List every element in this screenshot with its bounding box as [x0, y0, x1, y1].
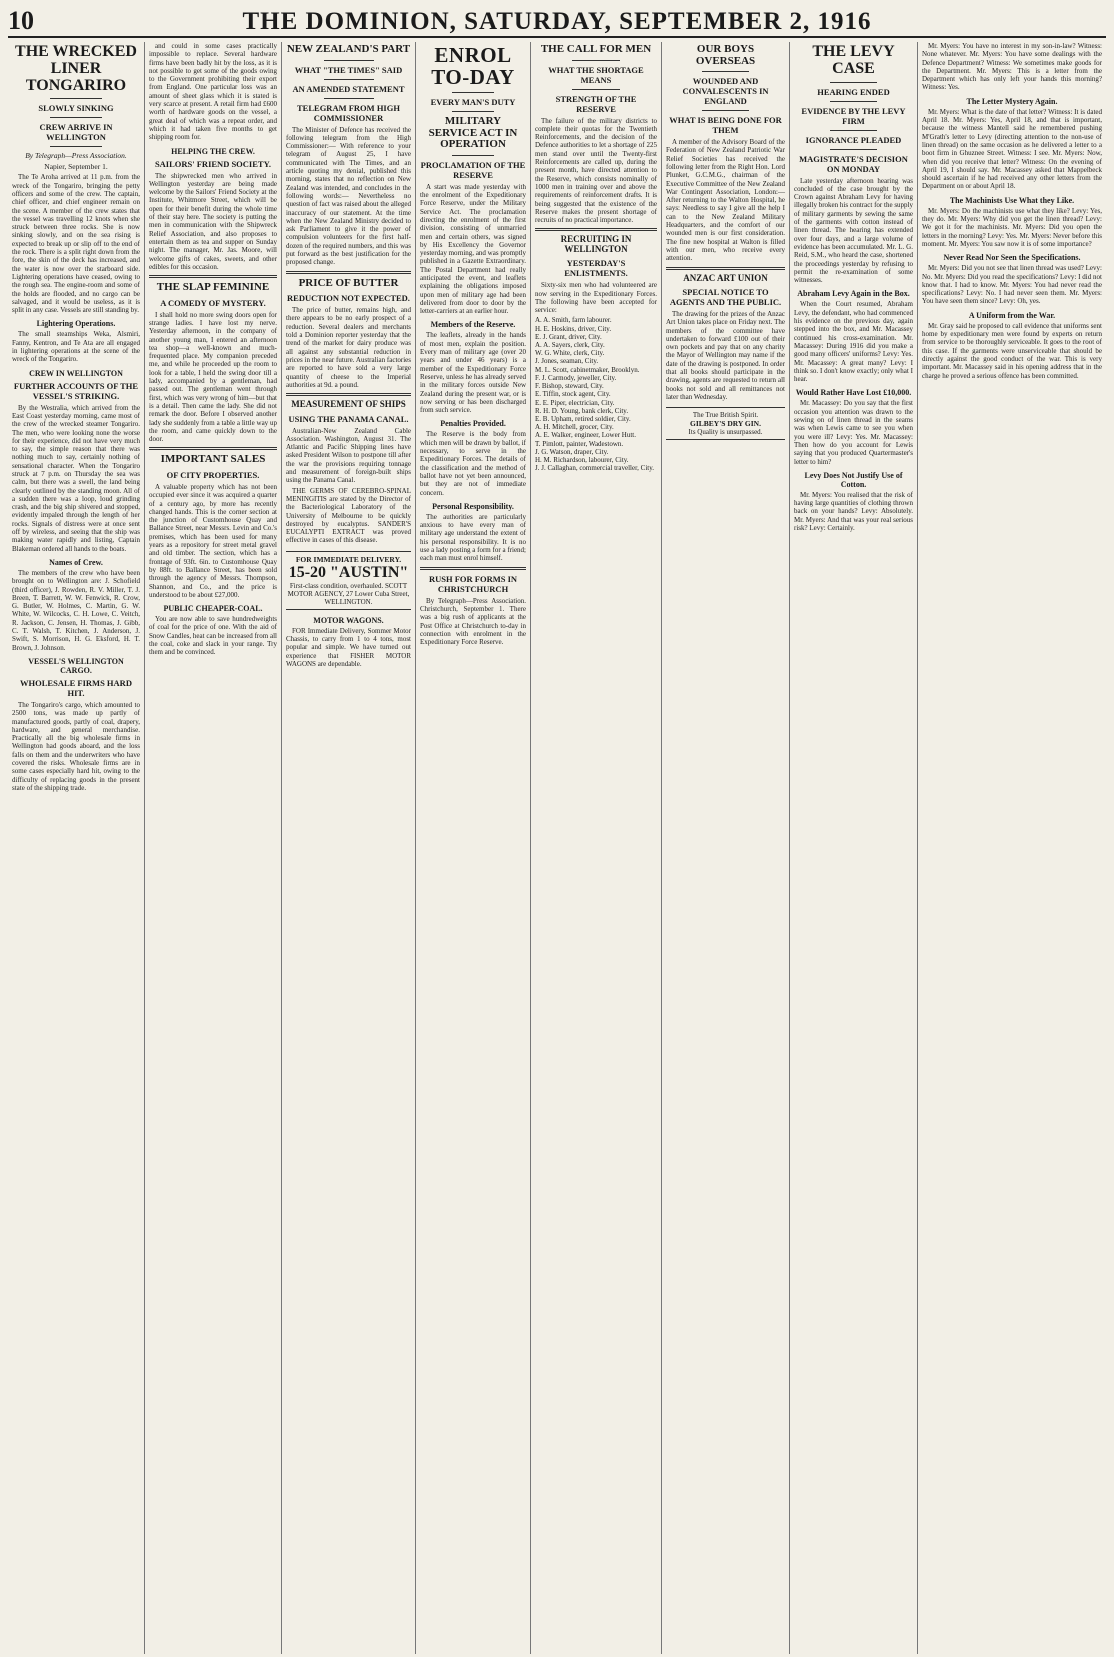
newspaper-title: THE DOMINION, SATURDAY, SEPTEMBER 2, 1916: [242, 8, 872, 35]
headline-our-boys-overseas: OUR BOYS OVERSEAS: [695, 43, 756, 67]
interheading: Never Read Nor Seen the Specifications.: [943, 253, 1081, 263]
article-body: The drawing for the prizes of the Anzac Art Union takes place on Friday next. The members of the committee have undertaken to forward £100 out of their own pockets and pay that on any charity the Mayor of Wellington may name if the date of the drawing is postponed. In order that all books should participate in the drawing, agents are requested to return all books not sold and all remittances not later than Wednesday.: [666, 309, 785, 401]
column-6: [662, 42, 790, 1654]
subheading: IGNORANCE PLEADED: [805, 134, 902, 145]
article-body: and could in some cases practically impossible to replace. Several hardware firms have been badly hit by the loss, as it is not possible to get some of the goods owing to the Government prohibiting their export from England. One particular loss was an amount of sheet glass which it is stated is very scarce at present. A retail firm had £600 worth of hardware goods on the vessel, a great deal of which was a repeat order, and which it had taken five months to get shipping room for.: [149, 42, 277, 142]
subheading: YESTERDAY'S ENLISTMENTS.: [564, 258, 628, 279]
list-item: E. B. Upham, retired soldier, City.: [535, 414, 631, 423]
article-body: Late yesterday afternoon hearing was concluded of the case brought by the Crown against Abraham Levy for having illegally broken his contract for the supply of military garments by sewing the same of the garments with cotton instead of linen thread. The hearing has extended over four days, and a large volume of evidence has been accumulated. Mr. L. G. Reid, S.M., who heard the case, shortened the proceedings yesterday by refusing to permit the re-examination of some witnesses.: [794, 176, 913, 285]
article-body: The members of the crew who have been brought on to Wellington are: J. Schofield (third officer), J. Rowden, R. V. Miller, T. J. Breen, T. Barrett, W. W. Fenwick, R. Crow, G. Butler, W. Holmes, C. Martin, G. W. White, W. Wilcocks, C. H. Lowe, C. Veitch, R. Jackson, C. Jensen, H. Thomas, J. Gibb, C. T. Walsh, T. Kitchen, J. Anderson, J. Swift, S. Morrison, H. G. Eksford, H. T. Brown, J. Johnson.: [12, 568, 140, 652]
interheading: VESSEL'S WELLINGTON CARGO.: [28, 656, 124, 675]
list-item: J. G. Watson, draper, City.: [535, 447, 609, 456]
article-body: The small steamships Weka, Alsmiri, Fanny, Kentron, and Te Ata are all engaged in lightering operations at the scene of the wreck of the Tongariro.: [12, 330, 140, 364]
interheading: Names of Crew.: [49, 557, 103, 567]
interheading: PUBLIC CHEAPER-COAL.: [163, 604, 263, 614]
subheading: HEARING ENDED: [817, 86, 890, 97]
article-body: A start was made yesterday with the enrolment of the Expeditionary Force Reserve, under the Military Service Act. The proclamation directing the enrolment of the first division, consisting of unmarried men and certain others, was signed by His Excellency the Governor yesterday morning, and was promptly published in a Gazette Extraordinary. The Postal Department had really anticipated the event, and leaflets explaining the obligations imposed upon men of military age had been delivered from door to door by the letter-carriers at an earlier hour.: [420, 182, 526, 316]
subheading: WOUNDED AND CONVALESCENTS IN ENGLAND: [682, 76, 769, 107]
headline-call-for-men: THE CALL FOR MEN: [540, 43, 652, 55]
masthead: [8, 6, 1106, 38]
byline: By Telegraph—Press Association.: [25, 151, 127, 161]
article-body: Mr. Myers: Did you not see that linen thread was used? Levy: No. Mr. Myers: Did you read the specifications? Levy: I did not know that. I had to know. Mr. Myers: You had never read the specifications? Levy: No. I had never seen them. Mr. Myers: You have seen them since? Levy: Oh, yes.: [922, 264, 1102, 306]
subheading: EVERY MAN'S DUTY: [430, 97, 516, 108]
article-body: By the Westralia, which arrived from the East Coast yesterday morning, came most of the crew of the wrecked steamer Tongariro. The men, who were looking none the worse for their experience, did not have very much to say, the simple reason that there was nothing much to say, certainly nothing of sensational character. When the Tongariro struck at 7 p.m. on Thursday the sea was calm, but there was a swell, the land being clearly outlined by the standing moon. All of a sudden there was a loop, loud grinding crash, and the big ship shivered and stopped, evidently impaled through the length of her rocks. Signals of distress were at once sent off by wireless, and seeing that the ship was making water rapidly and listing, Captain Blakeman ordered all hands to the boats.: [12, 403, 140, 553]
column-7: [790, 42, 918, 1654]
article-body: The Te Aroha arrived at 11 p.m. from the wreck of the Tongariro, bringing the petty officers and some of the crew. The captain, chief officer, and chief engineer remain on the scene. A member of the crew states that the vessel was travelling 12 knots when she struck between three rocks. She is now sinking slowly, and on the sea rising is expected to break up or slip off to the end of the rock. There is a split right down from the fore, the skin of the deck has increased, and the water is now over the starboard side. Lightering operations have ceased, owing to the rough sea. The engine-room and some of the holds are flooded, and no cargo can be salvaged, and it would be useless, as it is split in any case. Vessels are still standing by.: [12, 173, 140, 315]
interheading: Penalties Provided.: [440, 419, 506, 429]
list-item: E. E. Piper, electrician, City.: [535, 398, 615, 407]
article-body: When the Court resumed, Abraham Levy, the defendant, who had commenced his evidence on the previous day, again stepped into the box, and Mr. Macassey continued his cross-examination. Mr. Macassey: During 1916 did you make a good many officers' uniforms? Levy: Yes. Mr. Macassey: A great many? Levy: I think so. I don't know exactly; only what I hear.: [794, 300, 913, 384]
subheading: WHAT "THE TIMES" SAID: [294, 64, 403, 75]
article-body: Mr. Myers: You realised that the risk of having large quantities of clothing thrown back on your hands? Levy: Absolutely. Mr. Myers: And that was your real serious risk? Levy: Certainly.: [794, 490, 913, 532]
article-body: A member of the Advisory Board of the Federation of New Zealand Patriotic War Relief Societies has received the following letter from the Right Hon. Lord Plunket, G.C.M.G., chairman of the Executive Committee of the New Zealand War Contingent Association, London:— After returning to the Walton Hospital, he says: Needless to say I give all the help I can to the New Zealand Military Headquarters, and the comfort of our wounded men is our first consideration. The fine new hospital at Walton is filled with our men, who receive every attention.: [666, 138, 785, 263]
article-body: The Reserve is the body from which men will be drawn by ballot, if necessary, to serve in the Expeditionary Forces. The details of the classification and the method of ballot have not yet been announced, but they are not of immediate concern.: [420, 430, 526, 497]
headline-price-of-butter: PRICE OF BUTTER: [298, 276, 399, 289]
subheading-crew-arrive: CREW ARRIVE IN WELLINGTON: [39, 122, 113, 143]
interheading: Abraham Levy Again in the Box.: [797, 289, 910, 299]
ad-line: GILBEY'S DRY GIN.: [690, 419, 761, 429]
article-body: The leaflets, already in the hands of most men, explain the position. Every man of military age (over 20 years and under 46 years) is a member of the Expeditionary Force Reserve, unless he has already served in the military forces outside New Zealand during the present war, or is now serving or has been discharged from such service.: [420, 331, 526, 415]
interheading: CREW IN WELLINGTON: [29, 368, 123, 378]
article-body: Mr. Macassey: Do you say that the first occasion you attention was drawn to the sewing on of linen thread in the seams was when Lewis came to see you when you were ill? Levy: Yes. Mr. Macassey: Then how do you account for Lewis saying that you produced Quartermaster's letter to him?: [794, 399, 913, 466]
article-body: A valuable property which has not been occupied ever since it was acquired a quarter of a century ago, by more has recently changed hands. This is the corner section at the junction of Customhouse Quay and Ballance Street, near Messrs. Levin and Co.'s premises, which has been used for many years as a repository for street metal gravel and old timber. The section, which has a frontage of 93ft. 6in. to Customhouse Quay by 88ft. to Ballance Street, has been sold through the agency of Messrs. Thompson, Shannon, and Co., and the price is understood to be about £27,000.: [149, 482, 277, 599]
subheading: OF CITY PROPERTIES.: [166, 469, 260, 480]
advertisement-text: THE GERMS OF CEREBRO-SPINAL MENINGITIS are stated by the Director of the Bacteriological Laboratory of the University of Melbourne to be quickly destroyed by eucalyptus. SANDER'S EUCALYPTI EXTRACT was proved effective in cases of this disease.: [286, 486, 411, 545]
column-2: [145, 42, 282, 1654]
list-item: F. Bishop, steward, City.: [535, 382, 604, 391]
ad-line: 15-20 "AUSTIN": [288, 563, 409, 581]
subheading: MAGISTRATE'S DECISION ON MONDAY: [799, 153, 908, 174]
article-body: Mr. Myers: Do the machinists use what they like? Levy: Yes, they do. Mr. Myers: Why did you get the linen thread? Levy: We got it for the machinists. Mr. Myers: Did you open the letters in the morning? Levy: Yes. Mr. Myers: Never before this moment. Mr. Myers: You saw now it is of some importance?: [922, 206, 1102, 248]
advertisement-text: FOR Immediate Delivery, Sommer Motor Chassis, to carry from 1 to 4 tons, most popular and simple. We have turned out experience that FISHER MOTOR WAGONS are dependable.: [286, 626, 411, 668]
interheading: The Letter Mystery Again.: [966, 96, 1058, 106]
headline-important-sales: IMPORTANT SALES: [160, 453, 266, 466]
column-1: [8, 42, 145, 1654]
ad-line: First-class condition, overhauled. SCOTT MOTOR AGENCY, 27 Lower Cuba Street, WELLINGTON.: [287, 581, 410, 606]
list-item: A. A. Smith, farm labourer.: [535, 316, 612, 325]
headline-measurement-of-ships: MEASUREMENT OF SHIPS: [291, 399, 406, 410]
article-body: The failure of the military districts to complete their quotas for the Twentieth Reinforcements, and the decision of the Defence authorities to let a shortage of 225 men stand over until the Twenty-first Reinforcements are called up, during the present month, have directed attention to the Reserve, which consists nominally of 1000 men in training over and above the requirements of reinforcement drafts. It is being suggested that the existence of the Reserve makes the present shortage of recruits of no practical importance.: [535, 116, 657, 225]
list-item: A. H. Mitchell, grocer, City.: [535, 423, 614, 432]
headline-slap-feminine: THE SLAP FEMININE: [156, 281, 270, 294]
headline-enrol-today: ENROL TO-DAY: [431, 43, 515, 90]
headline-anzac-art-union: ANZAC ART UNION: [683, 272, 768, 283]
subheading: WHOLESALE FIRMS HARD HIT.: [20, 677, 132, 698]
list-item: M. L. Scott, cabinetmaker, Brooklyn.: [535, 365, 640, 374]
list-item: E. J. Grant, driver, City.: [535, 332, 602, 341]
article-body: I shall hold no more swing doors open for strange ladies. I have lost my nerve. Yesterday afternoon, in the company of another young man, I entered an afternoon tea shop—a well-known and much-frequented place. My companion preceded me, and while he proceeded up the room to look for a table, I held the swing door till a lady, accompanied by a gentleman, had passed out. The gentleman went through first, which was very wrong of him—but that is a detail. Then came the lady. She did not remark the door. Before I observed another lady she suddenly from a table a little way up the room, and came quickly down to the door.: [149, 310, 277, 444]
subheading: WHAT THE SHORTAGE MEANS: [548, 64, 644, 85]
article-body: The Tongariro's cargo, which amounted to 2500 tons, was made up partly of manufactured goods, partly of coal, drapery, hardware, and general merchandise. Practically all the big wholesale firms in Wellington had goods aboard, and the loss falls on them and the underwriters who have covered the risks. Wholesale firms are in some cases especially hard hit, owing to the difficulty of replacing goods in the present state of the shipping trade.: [12, 700, 140, 792]
columns: [8, 42, 1106, 1654]
article-body: The Minister of Defence has received the following telegram from the High Commissioner:— With reference to your telegram of August 25, I have communicated with The Times, and an article quoting my denial, published this morning, states that no reflection on New Zealand was intended, and concludes in the following words:— Nevertheless no question of fact was raised about the alleged inaccuracy of our statement. At the time when the New Zealand Ministry decided to ask Parliament to give it the power of compulsion volunteers for the first half-dozen of the required numbers, and this was put forward as the best justification for the proposed change.: [286, 125, 411, 267]
subheading: SPECIAL NOTICE TO AGENTS AND THE PUBLIC.: [669, 286, 782, 307]
page-number: 10: [8, 6, 34, 35]
subheading: SAILORS' FRIEND SOCIETY.: [154, 158, 272, 169]
subheading: A COMEDY OF MYSTERY.: [160, 297, 266, 308]
subheading: USING THE PANAMA CANAL.: [288, 413, 409, 424]
list-item: W. G. White, clerk, City.: [535, 349, 605, 358]
article-body: You are now able to save hundredweights of coal for the price of one. With the aid of Snow Candles, heat can be increased from all the coal, coke and slack in your range. Try them and be convinced.: [149, 615, 277, 657]
column-8: [918, 42, 1106, 1654]
list-item: H. E. Hoskins, driver, City.: [535, 324, 612, 333]
interheading: Personal Responsibility.: [432, 501, 514, 511]
column-5: [531, 42, 662, 1654]
interheading: The Machinists Use What they Like.: [949, 195, 1075, 205]
interheading: Levy Does Not Justify Use of Cotton.: [804, 470, 903, 489]
list-item: T. Pimlott, painter, Wadestown.: [535, 439, 624, 448]
article-body: The shipwrecked men who arrived in Wellington yesterday are being made welcome by the Sailors' Friend Society at the Institute, Whitmore Street, which will be open for their benefit during the whole time of their stay here. The society is putting the men in communication with the Shipwreck Relief Association, and also proposes to entertain them as tea and supper on Sunday night. The manager, Mr. Jas. Moore, will welcome gifts of cakes, sweets, and other edibles for this occasion.: [149, 171, 277, 271]
subheading: STRENGTH OF THE RESERVE: [555, 93, 637, 114]
subheading: EVIDENCE BY THE LEVY FIRM: [801, 105, 906, 126]
interheading: A Uniform from the War.: [968, 310, 1056, 320]
headline-tongariro: THE WRECKED LINER TONGARIRO: [15, 43, 137, 94]
interheading: MOTOR WAGONS.: [313, 615, 384, 625]
article-body: Mr. Myers: You have no interest in my son-in-law? Witness: None whatever. Mr. Myers: You have some dealings with the Defence Department? Witness: We sometimes make goods for the Department. Mr. Myers: This is a letter from the Department which has only left your hands this morning? Witness: Yes.: [922, 42, 1102, 92]
interheading: Members of the Reserve.: [430, 320, 516, 330]
advertisement-gilbeys-gin: [666, 407, 785, 440]
article-body: The authorities are particularly anxious to have every man of military age understand the extent of his personal responsibility. It is no use a lady posting a form for a friend; each man must enrol himself.: [420, 512, 526, 563]
subheading: WHAT IS BEING DONE FOR THEM: [669, 115, 782, 136]
subheading-slowly-sinking: SLOWLY SINKING: [38, 103, 114, 114]
subheading: TELEGRAM FROM HIGH COMMISSIONER: [297, 102, 400, 123]
article-body: Sixty-six men who had volunteered are now serving in the Expeditionary Forces. The following have been accepted for service:: [535, 281, 657, 315]
article-body: By Telegraph—Press Association. Christchurch, September 1. There was a big rush of applicants at the Post Office at Christchurch to-day in connection with enrolment in the Expeditionary Force Reserve.: [420, 596, 526, 647]
interheading: Lightering Operations.: [36, 319, 116, 329]
interheading: Would Rather Have Lost £10,000.: [795, 388, 912, 398]
subheading: REDUCTION NOT EXPECTED.: [287, 293, 410, 304]
list-item: H. M. Richardson, labourer, City.: [535, 455, 629, 464]
advertisement-austin: [286, 551, 411, 610]
article-body: The price of butter, remains high, and there appears to be no early prospect of a reduction. Several dealers and merchants told a Dominion reporter yesterday that the trend of the market for dairy produce was all against any substantial reduction in prices in the near future. Australian factories are reported to have sold a very large quantity of cheese to the Imperial authorities at 9d. a pound.: [286, 306, 411, 389]
dateline: Napier, September 1.: [44, 162, 108, 172]
subheading-military-service-act: MILITARY SERVICE ACT IN OPERATION: [428, 115, 518, 151]
article-body: Mr. Gray said he proposed to call evidence that uniforms sent home by expeditionary men were found by experts on return from service to be thoroughly serviceable. It goes to the root of this case. If the garments were unserviceable that should be directly against the good conduct of the war. This is very important. Mr. Macassey said in his opening address that in the charge he proved a serious offence has been committed.: [922, 321, 1102, 380]
list-item: A. A. Sayers, clerk, City.: [535, 341, 605, 350]
recruit-list: [535, 316, 657, 472]
ad-line: The True British Spirit.: [692, 411, 759, 420]
list-item: A. E. Walker, engineer, Lower Hutt.: [535, 431, 636, 440]
column-3: [282, 42, 416, 1654]
subheading: FURTHER ACCOUNTS OF THE VESSEL'S STRIKING.: [13, 380, 139, 401]
headline-levy-case: THE LEVY CASE: [812, 43, 895, 77]
list-item: J. Jones, seaman, City.: [535, 357, 599, 366]
article-body: Mr. Myers: What is the date of that letter? Witness: It is dated April 18. Mr. Myers: Yes, April 18, and that is important, because the witness Mantell said he remembered pushing M'Grath's letter to Levy (directing attention to the non-use of linen thread) on the same occasion as he delivered a letter to a boot firm in Ghuznee Street. Witness: I see. Mr. Myers: Now, when did you receive that letter? Witness: On the evening of April 19, I should say. Mr. Macassey asked that Mappelbeck should ascertain if he had received any other letters from the Department on or about April 18.: [922, 107, 1102, 191]
article-body: Australian-New Zealand Cable Association. Washington, August 31. The Atlantic and Pacific Shipping lines have asked President Wilson to postpone till after the war the provisions requiring tonnage and measurement of foreign-built ships using the Panama Canal.: [286, 426, 411, 485]
list-item: R. H. D. Young, bank clerk, City.: [535, 406, 629, 415]
ad-line: Its Quality is unsurpassed.: [688, 428, 763, 437]
ad-line: FOR IMMEDIATE DELIVERY.: [295, 554, 402, 564]
list-item: F. J. Carmody, jeweller, City.: [535, 373, 617, 382]
interheading: HELPING THE CREW.: [171, 146, 255, 156]
headline-new-zealands-part: NEW ZEALAND'S PART: [286, 43, 411, 55]
column-4: [416, 42, 531, 1654]
list-item: J. J. Callaghan, commercial traveller, City.: [535, 464, 655, 473]
subheading: RUSH FOR FORMS IN CHRISTCHURCH: [428, 573, 518, 594]
subheading: AN AMENDED STATEMENT: [292, 83, 405, 94]
subheading: PROCLAMATION OF THE RESERVE: [420, 159, 526, 180]
list-item: E. Tiffin, stock agent, City.: [535, 390, 611, 399]
headline-recruiting: RECRUITING IN WELLINGTON: [560, 234, 632, 254]
